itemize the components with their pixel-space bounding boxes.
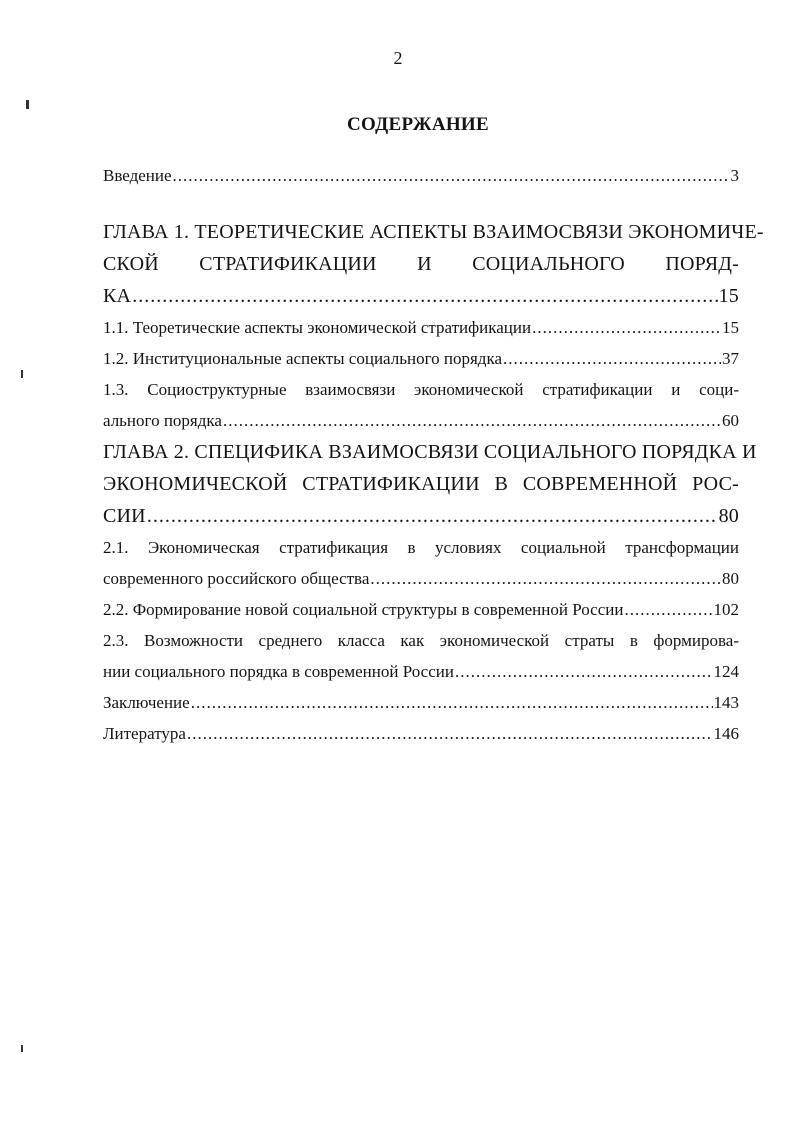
toc-entry-text: Заключение [103,693,190,712]
chapter-title-word: СТРАТИФИКАЦИИ [199,253,377,275]
toc-entry-text: 1.3. Социоструктурные взаимосвязи экономической стратификации и соци- [103,380,739,399]
toc-page-ref: 15 [718,285,739,307]
chapter-title-word: ПОРЯД- [665,253,739,275]
toc-entry-section-1-1[interactable] [103,312,739,343]
dot-leader [455,656,713,687]
toc-entry-text: Литература [103,724,186,743]
chapter-title-line: ГЛАВА 2. СПЕЦИФИКА ВЗАИМОСВЯЗИ СОЦИАЛЬНОГО ПОРЯДКА И [103,441,757,463]
chapter-title-word: СТРАТИФИКАЦИИ [302,473,480,495]
toc-page-ref: 3 [730,166,739,185]
toc-page-ref: 102 [713,600,739,619]
toc-page-ref: 143 [713,693,739,712]
dot-leader [370,563,721,594]
chapter-title-end: СИИ [103,505,146,527]
dot-leader [173,160,730,191]
toc-page-ref: 124 [713,662,739,681]
dot-leader [532,312,721,343]
dot-leader [223,405,721,436]
toc-entry-text: 2.1. Экономическая стратификация в условиях социальной трансформации [103,538,739,557]
dot-leader [187,718,713,749]
chapter-title-end: КА [103,285,132,307]
toc-entry-section-2-3[interactable] [103,625,739,687]
chapter-title-line-spread [103,248,739,280]
toc-entry-text-cont: нии социального порядка в современной России [103,662,454,681]
chapter-title-word: СКОЙ [103,253,159,275]
toc-page-ref: 15 [722,318,739,337]
scan-mark [26,100,29,109]
dot-leader [147,500,718,532]
toc-title: СОДЕРЖАНИЕ [347,114,489,135]
table-of-contents [103,160,764,749]
toc-page-ref: 60 [722,411,739,430]
dot-leader [191,687,713,718]
toc-entry-chapter-1[interactable] [103,216,764,312]
toc-entry-text: 1.2. Институциональные аспекты социального порядка [103,349,502,368]
dot-leader [132,280,717,312]
toc-entry-conclusion[interactable] [103,687,739,718]
toc-page-ref: 80 [722,569,739,588]
toc-entry-intro[interactable] [103,160,739,191]
chapter-title-word: В [494,473,509,495]
toc-entry-section-2-1[interactable] [103,532,739,594]
chapter-title-word: ЭКОНОМИЧЕСКОЙ [103,473,288,495]
page-number: 2 [393,48,403,68]
chapter-title-word: РОС- [692,473,739,495]
toc-page-ref: 37 [722,349,739,368]
toc-entry-text: 2.3. Возможности среднего класса как экономической страты в формирова- [103,631,739,650]
dot-leader [624,594,712,625]
chapter-title-word: СОВРЕМЕННОЙ [522,473,678,495]
toc-entry-chapter-2[interactable] [103,436,757,532]
toc-entry-text: Введение [103,166,172,185]
toc-entry-section-2-2[interactable] [103,594,739,625]
toc-entry-section-1-3[interactable] [103,374,739,436]
chapter-title-line: ГЛАВА 1. ТЕОРЕТИЧЕСКИЕ АСПЕКТЫ ВЗАИМОСВЯЗИ ЭКОНОМИЧЕ- [103,221,764,243]
toc-entry-text: 1.1. Теоретические аспекты экономической стратификации [103,318,532,337]
toc-entry-text: 2.2. Формирование новой социальной структуры в современной России [103,600,624,619]
toc-page-ref: 80 [718,505,739,527]
toc-entry-section-1-2[interactable] [103,343,739,374]
chapter-title-word: СОЦИАЛЬНОГО [472,253,625,275]
scan-mark [21,1045,23,1052]
chapter-title-word: И [417,253,432,275]
toc-page-ref: 146 [713,724,739,743]
chapter-title-line-spread [103,468,739,500]
toc-entry-literature[interactable] [103,718,739,749]
toc-entry-text-cont: современного российского общества [103,569,370,588]
scan-mark [21,370,23,378]
toc-entry-text-cont: ального порядка [103,411,222,430]
dot-leader [503,343,721,374]
